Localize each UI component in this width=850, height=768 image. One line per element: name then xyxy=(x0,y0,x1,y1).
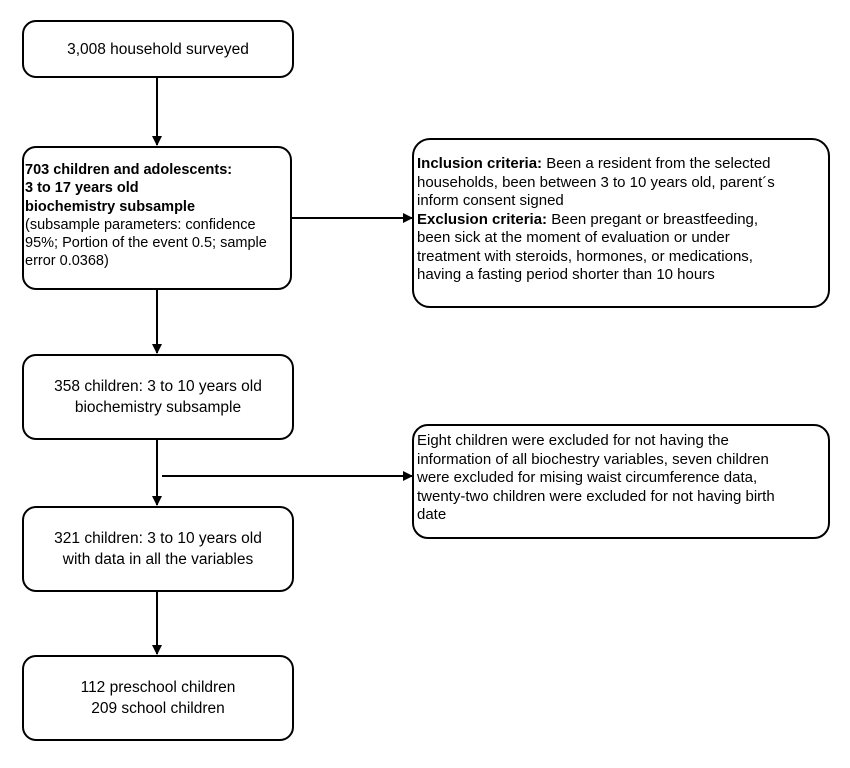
subsample-title-line-1: 703 children and adolescents: xyxy=(25,162,233,178)
criteria-box xyxy=(412,138,830,308)
inclusion-line-3: inform consent signed xyxy=(417,192,564,209)
inclusion-line-1 xyxy=(417,155,828,174)
excluded-line-3: were excluded for mising waist circumference data, xyxy=(417,469,758,486)
final-line-1: 112 preschool children xyxy=(80,679,236,696)
excluded-line-4: twenty-two children were excluded for not having birth xyxy=(417,487,775,505)
excluded-line-1: Eight children were excluded for not having the xyxy=(417,432,729,449)
household-text: 3,008 household surveyed xyxy=(67,40,249,58)
subsample-params-line-2: 95%; Portion of the event 0.5; sample xyxy=(25,235,267,252)
final-box xyxy=(22,655,294,741)
children-358-line-1: 358 children: 3 to 10 years old xyxy=(54,378,262,395)
exclusion-line-1 xyxy=(417,211,828,230)
children-321-box xyxy=(22,506,294,592)
household-box xyxy=(22,20,294,78)
excluded-line-2: information of all biochestry variables, seven children xyxy=(417,450,769,468)
exclusion-text-first: Been pregant or breastfeeding, xyxy=(547,210,759,228)
subsample-params-line-1: (subsample parameters: confidence xyxy=(25,216,256,233)
final-line-2: 209 school children xyxy=(91,700,225,717)
inclusion-text-first: Been a resident from the selected xyxy=(542,155,771,172)
children-321-line-1: 321 children: 3 to 10 years old xyxy=(54,530,262,547)
exclusion-line-4: having a fasting period shorter than 10 hours xyxy=(417,266,715,283)
subsample-title-line-3: biochemistry subsample xyxy=(25,198,196,215)
inclusion-line-2: households, been between 3 to 10 years old, parent´s xyxy=(417,173,775,191)
children-321-line-2: with data in all the variables xyxy=(62,551,254,568)
subsample-title-line-2: 3 to 17 years old xyxy=(25,180,139,197)
excluded-line-5: date xyxy=(417,506,447,523)
exclusion-line-3: treatment with steroids, hormones, or medications, xyxy=(417,247,753,265)
children-358-box xyxy=(22,354,294,440)
exclusion-label: Exclusion criteria: xyxy=(417,210,548,228)
inclusion-label: Inclusion criteria: xyxy=(417,155,543,172)
subsample-703-box xyxy=(22,146,292,290)
exclusion-line-2: been sick at the moment of evaluation or under xyxy=(417,229,730,246)
children-358-line-2: biochemistry subsample xyxy=(74,399,242,416)
subsample-params-line-3: error 0.0368) xyxy=(25,253,109,270)
excluded-box xyxy=(412,424,830,539)
